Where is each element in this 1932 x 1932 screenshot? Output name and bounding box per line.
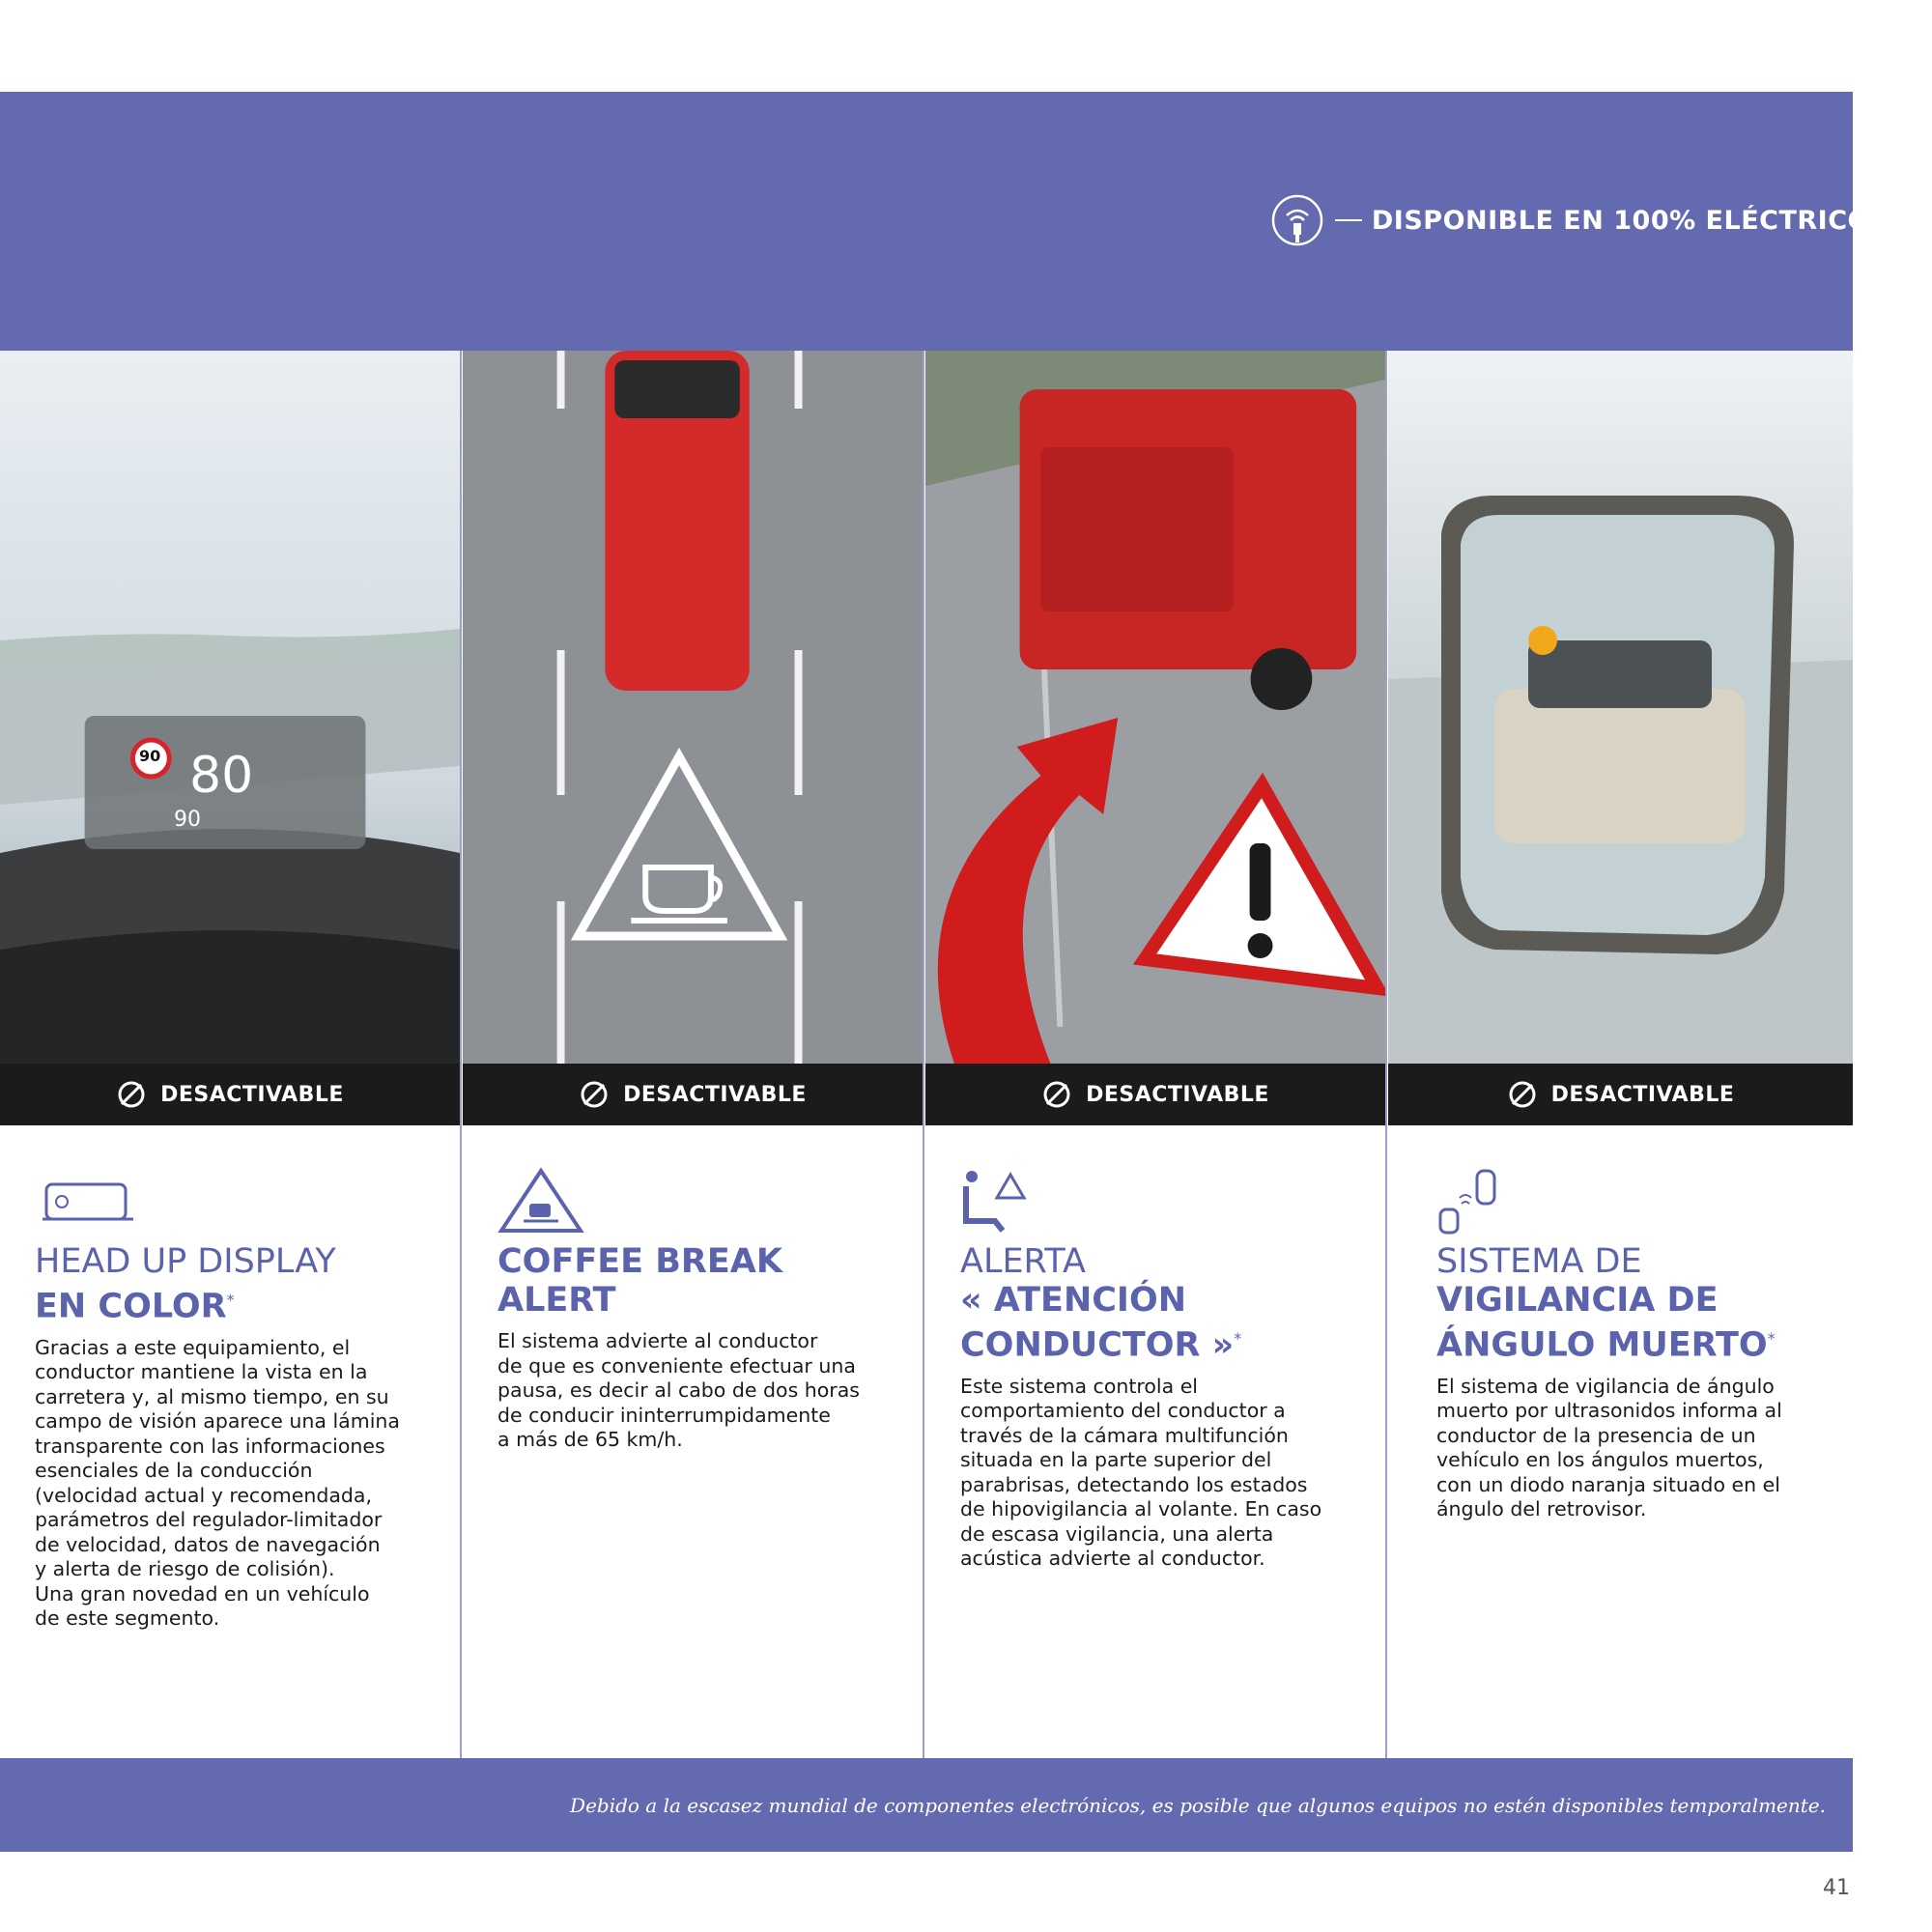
- deactivable-label: DESACTIVABLE: [1550, 1082, 1735, 1107]
- electric-plug-icon: [1269, 192, 1325, 248]
- deactivable-badge: [1388, 1064, 1853, 1125]
- banner-line-right: [1880, 219, 1903, 221]
- deactivate-icon: [116, 1079, 147, 1110]
- feature-info: [35, 1167, 437, 1632]
- blind-spot-photo: [1388, 351, 1853, 1064]
- deactivate-icon: [579, 1079, 610, 1110]
- feature-description: Gracias a este equipamiento, el conductor mantiene la vista en la carretera y, al mismo tiempo, en su campo de visión aparece una lámina transparente con las informaciones esenciales de la conducción (velocidad actual y recomendada, parámetros del regulador-limitador de velocidad, datos de navegación y alerta de riesgo de colisión). Una gran novedad en un vehículo de este segmento.: [35, 1335, 400, 1631]
- feature-info: [960, 1167, 1362, 1572]
- feature-info: [1436, 1167, 1830, 1522]
- blind-spot-icon: [1436, 1167, 1533, 1235]
- feature-column-coffee-break: [463, 351, 924, 1758]
- feature-column-blind-spot: [1388, 351, 1853, 1758]
- feature-title-light: ALERTA: [960, 1242, 1086, 1281]
- feature-title-bold: « ATENCIÓN CONDUCTOR »: [960, 1281, 1235, 1365]
- feature-title-bold: VIGILANCIA DE ÁNGULO MUERTO: [1436, 1281, 1768, 1365]
- feature-description: El sistema de vigilancia de ángulo muerto por ultrasonidos informa al conductor de la presencia de un vehículo en los ángulos muertos, con un diodo naranja situado en el ángulo del retrovisor.: [1436, 1374, 1782, 1521]
- deactivate-icon: [1041, 1079, 1072, 1110]
- coffee-break-warning-icon: [497, 1167, 594, 1235]
- disclaimer-text: Debido a la escasez mundial de componentes electrónicos, es posible que algunos equipos no estén disponibles temporalmente.: [570, 1793, 1826, 1817]
- deactivable-badge: [463, 1064, 923, 1125]
- hud-speed-limit: 90: [139, 747, 161, 765]
- feature-title: [1436, 1242, 1830, 1365]
- deactivable-label: DESACTIVABLE: [623, 1082, 807, 1107]
- feature-title: [497, 1242, 899, 1320]
- availability-label: DISPONIBLE EN 100% ELÉCTRICO: [1371, 205, 1870, 236]
- availability-banner: [1269, 191, 1903, 249]
- deactivable-badge: [925, 1064, 1385, 1125]
- banner-line-left: [1335, 219, 1362, 221]
- feature-description: El sistema advierte al conductor de que es conveniente efectuar una pausa, es decir al cabo de dos horas de conducir ininterrumpidamente a más de 65 km/h.: [497, 1329, 860, 1451]
- feature-title-light: SISTEMA DE: [1436, 1242, 1642, 1281]
- feature-title-bold: EN COLOR: [35, 1287, 227, 1326]
- driver-attention-icon: [960, 1167, 1057, 1235]
- head-up-display-icon: [35, 1167, 131, 1235]
- asterisk: *: [226, 1291, 235, 1309]
- feature-title-bold: COFFEE BREAK ALERT: [497, 1242, 783, 1320]
- feature-column-driver-attention: [925, 351, 1387, 1758]
- feature-columns: [0, 351, 1853, 1758]
- deactivate-icon: [1507, 1079, 1538, 1110]
- feature-title-light: HEAD UP DISPLAY: [35, 1242, 336, 1281]
- page-number: 41: [1823, 1876, 1850, 1900]
- feature-column-hud: [0, 351, 462, 1758]
- feature-description: Este sistema controla el comportamiento del conductor a través de la cámara multifunción situada en la parte superior del parabrisas, detectando los estados de hipovigilancia al volante. En caso de escasa vigilancia, una alerta acústica advierte al conductor.: [960, 1374, 1322, 1571]
- deactivable-badge: [0, 1064, 460, 1125]
- hud-photo: [0, 351, 460, 1064]
- feature-title: [960, 1242, 1362, 1365]
- feature-title: [35, 1242, 437, 1326]
- asterisk: *: [1767, 1329, 1776, 1348]
- deactivable-label: DESACTIVABLE: [160, 1082, 344, 1107]
- hud-cruise: 90: [174, 808, 201, 832]
- driver-attention-photo: [925, 351, 1385, 1064]
- asterisk: *: [1234, 1329, 1242, 1348]
- coffee-break-photo: [463, 351, 923, 1064]
- deactivable-label: DESACTIVABLE: [1086, 1082, 1269, 1107]
- footer-band: [0, 1758, 1853, 1852]
- feature-info: [497, 1167, 899, 1453]
- hud-speed: 80: [189, 747, 254, 805]
